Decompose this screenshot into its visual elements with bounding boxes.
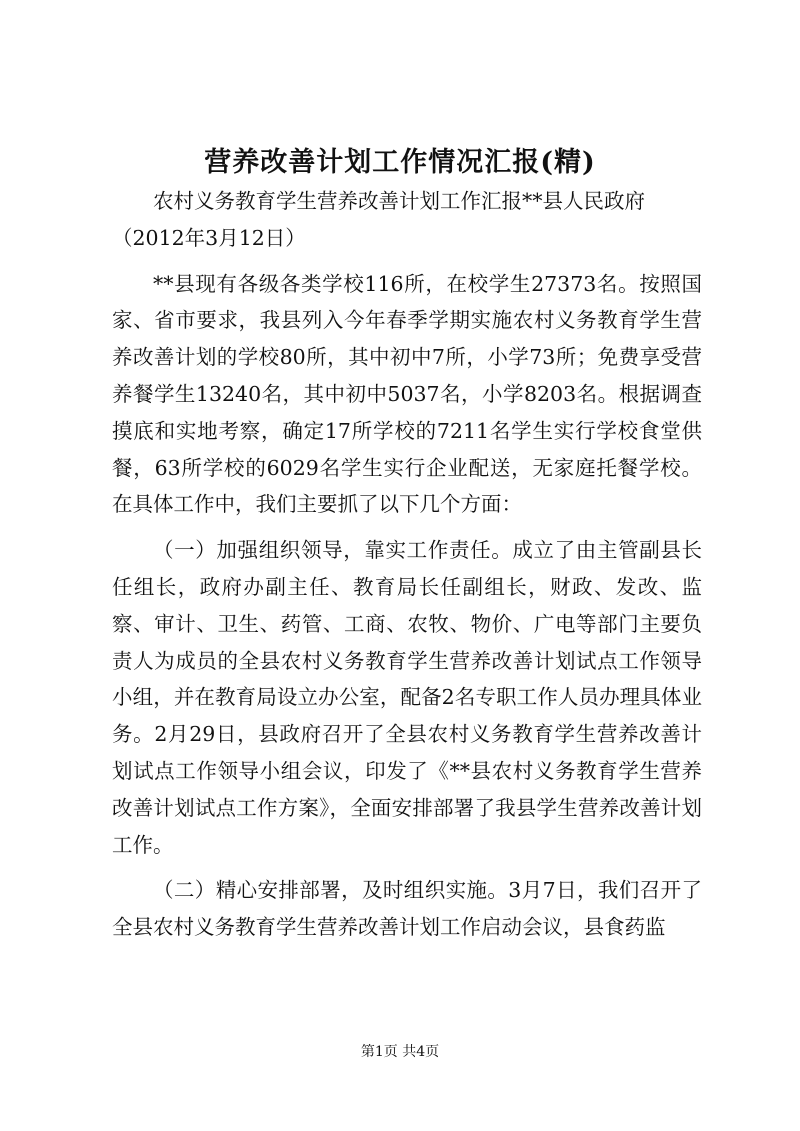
report-date-paragraph: （2012年3月12日）	[112, 225, 306, 250]
section-two-paragraph: （二）精心安排部署，及时组织实施。3月7日，我们召开了全县农村义务教育学生营养改善计划工作启动会议，县食药监	[112, 878, 702, 940]
document-title: 营养改善计划工作情况汇报(精)	[204, 147, 596, 178]
document-body	[112, 183, 702, 946]
report-heading-paragraph: 农村义务教育学生营养改善计划工作汇报**县人民政府	[153, 189, 645, 213]
page-number-footer: 第1页 共4页	[360, 1044, 440, 1060]
section-one-paragraph: （一）加强组织领导，靠实工作责任。成立了由主管副县长任组长，政府办副主任、教育局长任副组长，财政、发改、监察、审计、卫生、药管、工商、农牧、物价、广电等部门主要负责人为成员的全县农村义务教育学生营养改善计划试点工作领导小组，并在教育局设立办公室，配备2名专职工作人员办理具体业务。2月29日，县政府召开了全县农村义务教育学生营养改善计划试点工作领导小组会议，印发了《**县农村义务教育学生营养改善计划试点工作方案》，全面安排部署了我县学生营养改善计划工作。	[112, 538, 702, 857]
overview-paragraph: **县现有各级各类学校116所，在校学生27373名。按照国家、省市要求，我县列入今年春季学期实施农村义务教育学生营养改善计划的学校80所，其中初中7所，小学73所；免费享受营养餐学生13240名，其中初中5037名，小学8203名。根据调查摸底和实地考察，确定17所学校的7211名学生实行学校食堂供餐，63所学校的6029名学生实行企业配送，无家庭托餐学校。在具体工作中，我们主要抓了以下几个方面：	[112, 271, 702, 517]
